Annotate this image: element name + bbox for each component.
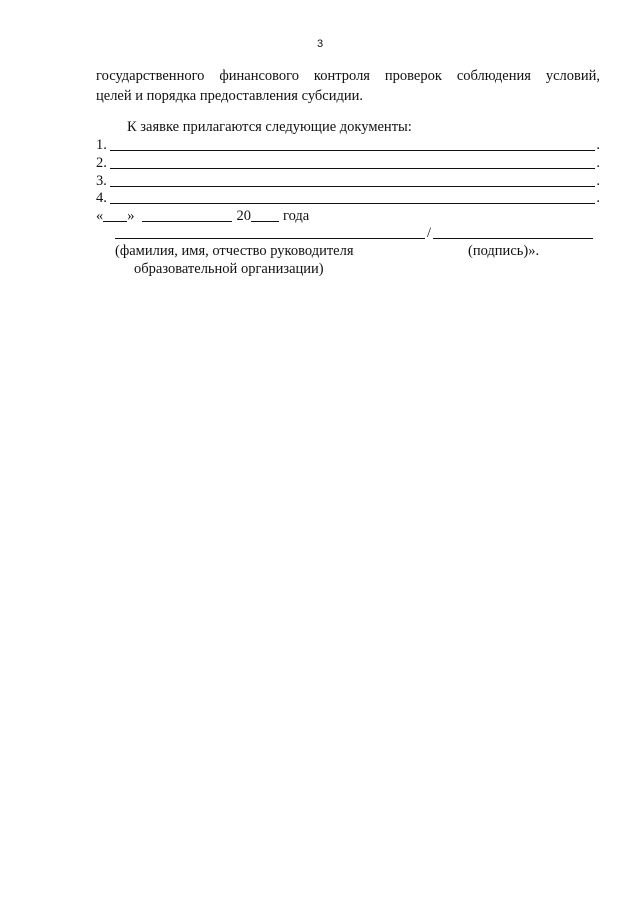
line-end-period: .	[596, 155, 600, 171]
attachment-line-2	[96, 154, 600, 172]
day-blank	[103, 221, 127, 222]
month-blank	[142, 221, 232, 222]
attachment-number: 3.	[96, 173, 107, 189]
paragraph-line: государственного финансового контроля проверок соблюдения условий,	[96, 68, 600, 84]
separator-slash: /	[427, 225, 432, 241]
name-blank	[115, 238, 425, 239]
signature-blank	[433, 238, 593, 239]
attachment-number: 2.	[96, 155, 107, 171]
page-number: 3	[316, 38, 324, 50]
attachment-line-4	[96, 189, 600, 207]
line-end-period: .	[596, 190, 600, 206]
year-prefix: 20	[236, 208, 251, 224]
paragraph-line: целей и порядка предоставления субсидии.	[96, 88, 363, 104]
attachment-line-1	[96, 136, 600, 154]
year-suffix: года	[283, 208, 310, 224]
open-quote: «	[96, 208, 104, 224]
fill-in-blank	[110, 186, 596, 187]
signature-line	[115, 226, 593, 242]
attachment-number: 1.	[96, 137, 107, 153]
fill-in-blank	[110, 168, 596, 169]
fill-in-blank	[110, 203, 596, 204]
attachment-line-3	[96, 172, 600, 190]
line-end-period: .	[596, 137, 600, 153]
date-line	[96, 208, 309, 225]
year-blank	[251, 221, 279, 222]
attachment-number: 4.	[96, 190, 107, 206]
close-quote: »	[127, 208, 135, 224]
attachments-intro: К заявке прилагаются следующие документы:	[127, 119, 412, 135]
name-caption-continued: образовательной организации)	[134, 261, 324, 277]
signature-caption: (подпись)».	[468, 243, 540, 259]
body-paragraph	[96, 66, 600, 106]
line-end-period: .	[596, 173, 600, 189]
fill-in-blank	[110, 150, 596, 151]
name-caption: (фамилия, имя, отчество руководителя	[115, 243, 354, 259]
